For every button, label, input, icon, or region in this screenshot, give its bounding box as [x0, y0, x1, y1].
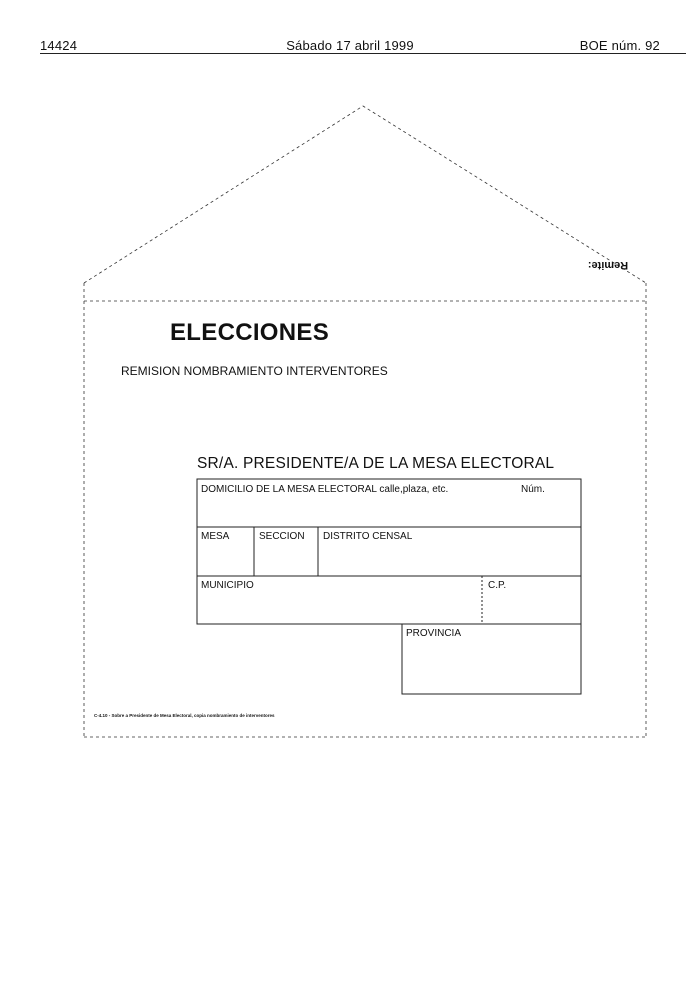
num-label: Núm. — [521, 484, 545, 495]
cp-label: C.P. — [488, 580, 507, 591]
address-form-box — [197, 479, 581, 624]
provincia-label: PROVINCIA — [406, 628, 462, 639]
page-number: 14424 — [40, 38, 78, 53]
envelope-title: ELECCIONES — [170, 319, 330, 346]
seccion-label: SECCION — [259, 531, 305, 542]
distrito-censal-label: DISTRITO CENSAL — [323, 531, 413, 542]
form-code-note: C-4.10 - Sobre a Presidente de Mesa Electoral, copia nombramiento de interventores — [94, 713, 275, 718]
mesa-label: MESA — [201, 531, 230, 542]
remite-label: Remite: — [587, 259, 629, 271]
municipio-label: MUNICIPIO — [201, 580, 254, 591]
envelope-flap — [84, 106, 646, 283]
envelope-subtitle: REMISION NOMBRAMIENTO INTERVENTORES — [121, 364, 388, 378]
publication-date: Sábado 17 abril 1999 — [286, 38, 414, 53]
addressee-line: SR/A. PRESIDENTE/A DE LA MESA ELECTORAL — [197, 455, 555, 472]
domicilio-label: DOMICILIO DE LA MESA ELECTORAL calle,plaza, etc. — [201, 484, 449, 495]
issue-number: BOE núm. 92 — [579, 38, 660, 53]
